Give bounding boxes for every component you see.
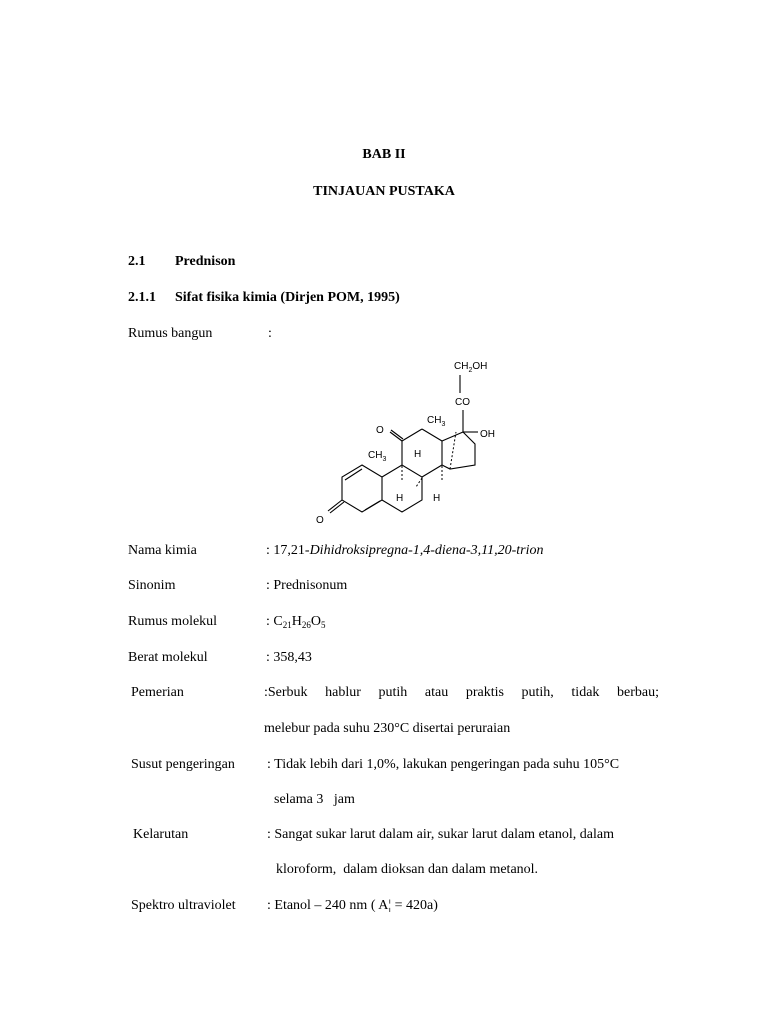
structure-label: Rumus bangun	[128, 326, 213, 341]
kelarutan-line1: : Sangat sukar larut dalam air, sukar larut dalam etanol, dalam	[267, 827, 614, 842]
ketone-oxygen-label: O	[376, 425, 384, 436]
susut-pengeringan-line2: selama 3 jam	[274, 792, 355, 807]
kelarutan-line2: kloroform, dalam dioksan dan dalam metanol.	[276, 862, 539, 877]
chapter-title: BAB II	[362, 147, 406, 162]
co-label: CO	[455, 397, 470, 408]
prednisone-structure-diagram	[300, 350, 530, 535]
ch3-left-label: $CH_3$	[368, 450, 387, 463]
susut-pengeringan-line1: : Tidak lebih dari 1,0%, lakukan pengeringan pada suhu 105°C	[267, 757, 620, 772]
kelarutan-label: Kelarutan	[133, 827, 189, 842]
spektro-ultraviolet-value: : Etanol – 240 nm ( A¦ = 420a)	[267, 898, 438, 913]
berat-molekul-label: Berat molekul	[128, 650, 208, 665]
berat-molekul-value: : 358,43	[266, 650, 312, 665]
ch3-top-label: $CH_3$	[427, 415, 446, 428]
nama-kimia-value: : 17,21-Dihidroksipregna-1,4-diena-3,11,20-trion	[266, 543, 544, 558]
section-number: 2.1	[128, 254, 146, 269]
bottom-oxygen-label: O	[316, 515, 324, 526]
pemerian-label: Pemerian	[131, 685, 184, 700]
subsection-number: 2.1.1	[128, 290, 156, 305]
h-upper-label: H	[414, 449, 422, 460]
section-title: Prednison	[175, 254, 236, 269]
oh-label: OH	[480, 429, 495, 440]
subsection-title: Sifat fisika kimia (Dirjen POM, 1995)	[175, 290, 400, 305]
sinonim-value: : Prednisonum	[266, 578, 348, 593]
chapter-subtitle: TINJAUAN PUSTAKA	[313, 184, 455, 199]
rumus-molekul-label: Rumus molekul	[128, 614, 218, 629]
susut-pengeringan-label: Susut pengeringan	[131, 757, 235, 772]
h-lower-right-label: H	[433, 493, 441, 504]
rumus-molekul-value: : $C_{21}H_{26}O_5$	[266, 614, 326, 630]
structure-colon: :	[268, 326, 272, 341]
pemerian-line1: :Serbuk hablur putih atau praktis putih, tidak berbau;	[264, 685, 659, 700]
spektro-ultraviolet-label: Spektro ultraviolet	[131, 898, 236, 913]
h-lower-left-label: H	[396, 493, 404, 504]
sinonim-label: Sinonim	[128, 578, 176, 593]
pemerian-line2: melebur pada suhu 230°C disertai peruraian	[264, 721, 511, 736]
nama-kimia-label: Nama kimia	[128, 543, 197, 558]
ch2oh-label: $CH_2OH$	[454, 361, 488, 374]
